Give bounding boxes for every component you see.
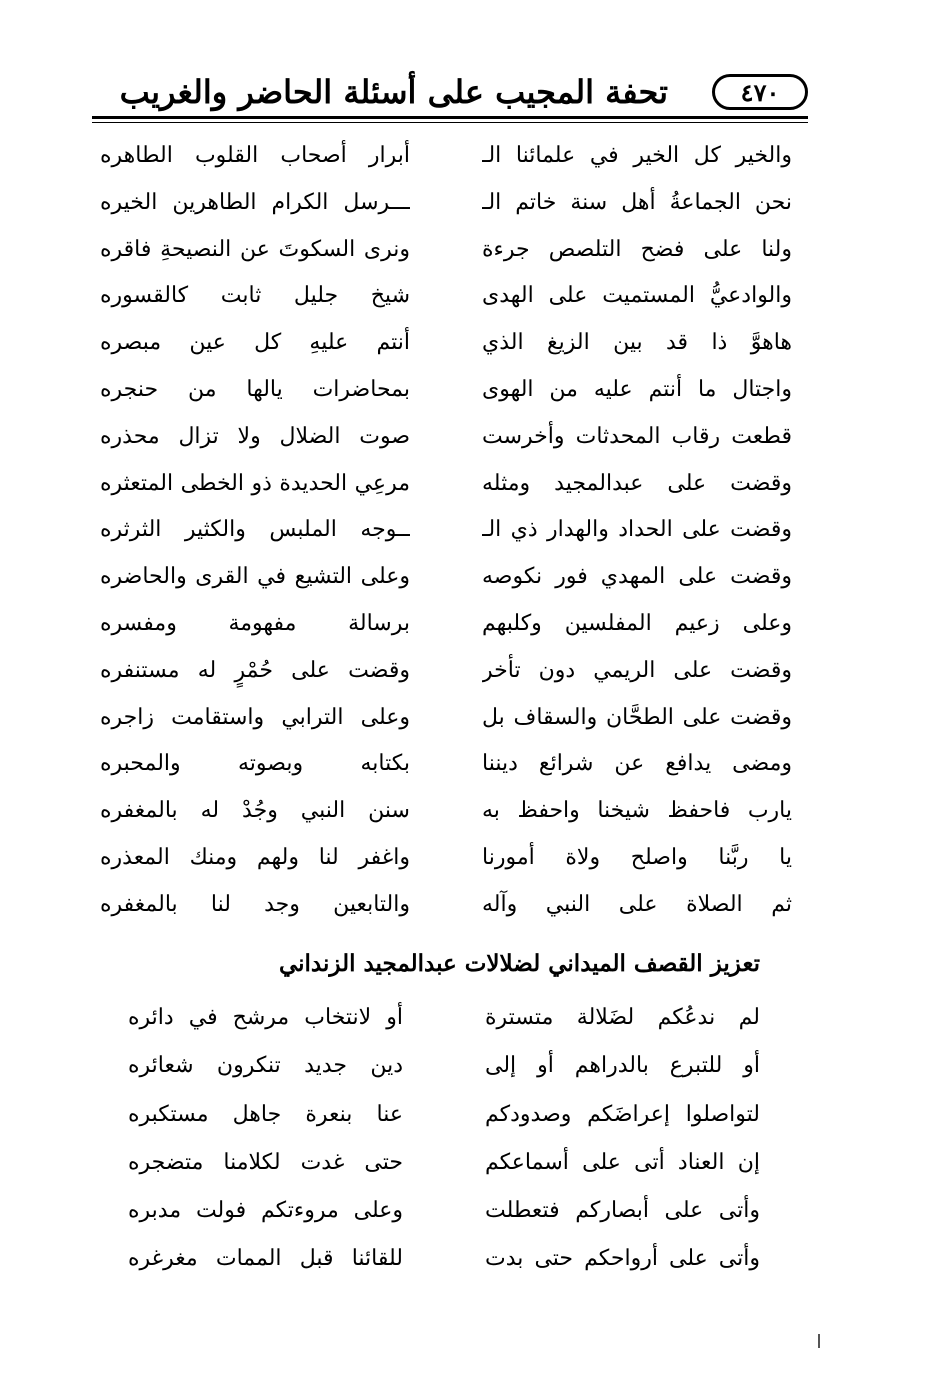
verse (100, 555, 792, 602)
first-hemistich: وقضت على الطحَّان والسقاف بل (482, 704, 792, 730)
verse (100, 181, 792, 228)
first-hemistich: ولنا على فضح التلصص جرءة (482, 236, 792, 262)
verse (100, 415, 792, 462)
second-hemistich: ــوجه الملبس والكثير الثرثره (100, 517, 410, 543)
first-hemistich: نحن الجماعةُ أهل سنة خاتم الـ (482, 189, 792, 215)
header-rule-thin (92, 122, 808, 123)
verse (100, 134, 792, 181)
section-title: تعزيز القصف الميداني لضلالات عبدالمجيد الزنداني (278, 950, 760, 977)
second-hemistich: بمحاضرات يالها من حنجره (100, 376, 410, 402)
verse (128, 1093, 760, 1141)
second-hemistich: أو لانتخاب مرشح في دائره (128, 1005, 403, 1030)
verse (100, 462, 792, 509)
first-hemistich: يا ربَّنا واصلح ولاة أمورنا (482, 844, 792, 870)
second-hemistich: والتابعين وجد لنا بالمغفره (100, 891, 410, 917)
page-number: ٤٧٠ (740, 77, 780, 107)
second-hemistich: حتى غدت لكلامنا متضجره (128, 1149, 403, 1175)
second-hemistich: مرعِي الحديدة ذو الخطى المتعثره (100, 470, 410, 496)
first-hemistich: يارب فاحفظ شيخنا واحفظ به (482, 798, 792, 824)
first-hemistich: هاهوَّ ذا قد بين الزيغ الذي (482, 330, 792, 356)
first-hemistich: قطعت رقاب المحدثات وأخرست (482, 423, 792, 449)
second-hemistich: عنا بنعرة جاهل مستكبره (128, 1101, 403, 1127)
verse (100, 228, 792, 275)
verse (128, 996, 760, 1044)
first-hemistich: إن العناد أتى على أسماعكم (485, 1149, 760, 1175)
second-hemistich: بكتابه وبصوته والمحبره (100, 751, 410, 777)
second-hemistich: ـــرسل الكرام الطاهرين الخيره (100, 189, 410, 215)
first-hemistich: والوادعيُّ المستميت على الهدى (482, 283, 792, 309)
first-hemistich: وأتى على أرواحكم حتى بدت (485, 1246, 760, 1272)
verse (128, 1044, 760, 1092)
book-title: تحفة المجيب على أسئلة الحاضر والغريب (119, 73, 668, 111)
second-hemistich: وعلى التشيع في القرى والحاضره (100, 564, 410, 590)
first-hemistich: ثم الصلاة على النبي وآله (482, 891, 792, 917)
second-hemistich: وقضت على حُمْرٍ له مستنفره (100, 657, 410, 683)
verse (100, 789, 792, 836)
first-hemistich: وقضت على الحداد والهدار ذي الـ (482, 517, 792, 543)
verse (100, 274, 792, 321)
second-hemistich: وعلى مروءتكم فولت مدبره (128, 1198, 403, 1224)
verse (128, 1237, 760, 1285)
second-hemistich: سنن النبي وجُدْ له بالمغفره (100, 798, 410, 824)
second-hemistich: للقائنا قبل الممات مغرغره (128, 1246, 403, 1272)
second-hemistich: برسالة مفهومة ومفسره (100, 610, 410, 636)
verse (100, 883, 792, 930)
verse (128, 1141, 760, 1189)
verse (100, 696, 792, 743)
second-hemistich: واغفر لنا ولهم ومنك المعذره (100, 844, 410, 870)
first-hemistich: واجتال ما أنتم عليه من الهوى (482, 376, 792, 402)
second-hemistich: دين جديد تنكرون شعائره (128, 1053, 403, 1079)
margin-mark (818, 1334, 820, 1348)
first-hemistich: وقضت على عبدالمجيد ومثله (482, 470, 792, 496)
poem-2 (128, 996, 760, 1286)
header-rule-thick (92, 116, 808, 119)
second-hemistich: صوت الضلال ولا تزال محذره (100, 423, 410, 449)
first-hemistich: لم ندعُكم لضَلالة متسترة (485, 1005, 760, 1030)
verse (100, 321, 792, 368)
second-hemistich: وعلى الترابي واستقامت زاجره (100, 704, 410, 730)
first-hemistich: وأتى على أبصاركم فتعطلت (485, 1198, 760, 1224)
verse (100, 602, 792, 649)
second-hemistich: أبرار أصحاب القلوب الطاهره (100, 143, 410, 168)
second-hemistich: أنتم عليهِ كل عين مبصره (100, 330, 410, 356)
first-hemistich: ومضى يدافع عن شرائع ديننا (482, 751, 792, 777)
second-hemistich: ونرى السكوتَ عن النصيحةِ فاقره (100, 236, 410, 262)
verse (128, 1189, 760, 1237)
first-hemistich: والخير كل الخير في علمائنا الـ (482, 143, 792, 168)
first-hemistich: وعلى زعيم المفلسين وكلبهم (482, 610, 792, 636)
first-hemistich: لتواصلوا إعراضَكم وصدودكم (485, 1101, 760, 1127)
second-hemistich: شيخ جليل ثابت كالقسوره (100, 283, 410, 309)
verse (100, 368, 792, 415)
poem-1 (100, 134, 792, 930)
first-hemistich: وقضت على الريمي دون تأخر (482, 657, 792, 683)
first-hemistich: وقضت على المهدي فور نكوصه (482, 564, 792, 590)
verse (100, 836, 792, 883)
verse (100, 508, 792, 555)
verse (100, 649, 792, 696)
verse (100, 742, 792, 789)
page-header (92, 72, 808, 112)
first-hemistich: أو للتبرع بالدراهم أو إلى (485, 1053, 760, 1079)
page-number-badge (712, 74, 808, 110)
